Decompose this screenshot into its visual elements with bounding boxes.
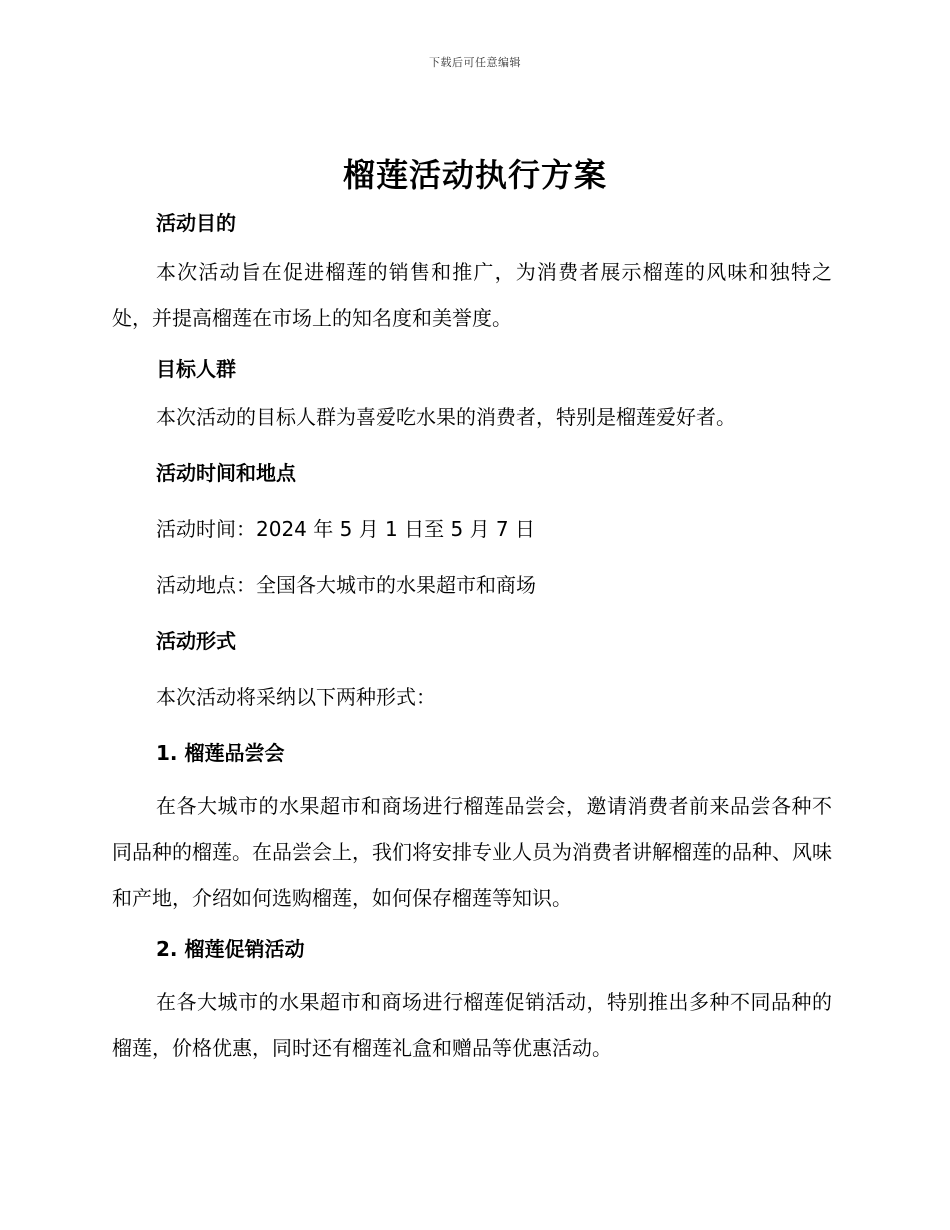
heading-item1: 1. 榴莲品尝会 [156,741,285,765]
paragraph-audience: 本次活动的目标人群为喜爱吃水果的消费者，特别是榴莲爱好者。 [156,405,736,429]
heading-audience: 目标人群 [156,357,236,381]
heading-format: 活动形式 [156,629,236,653]
page-title: 榴莲活动执行方案 [342,156,607,194]
heading-purpose: 活动目的 [156,211,236,235]
document-body [112,205,832,1071]
heading-time-place: 活动时间和地点 [156,461,296,485]
header-note: 下载后可任意编辑 [429,56,521,69]
paragraph-item2: 在各大城市的水果超市和商场进行榴莲促销活动，特别推出多种不同品种的榴莲，价格优惠，同时还有榴莲礼盒和赠品等优惠活动。 [112,990,832,1060]
paragraph-purpose: 本次活动旨在促进榴莲的销售和推广，为消费者展示榴莲的风味和独特之处，并提高榴莲在市场上的知名度和美誉度。 [112,260,832,330]
activity-place: 活动地点：全国各大城市的水果超市和商场 [156,573,536,597]
format-intro: 本次活动将采纳以下两种形式： [156,685,436,709]
heading-item2: 2. 榴莲促销活动 [156,937,305,961]
paragraph-item1: 在各大城市的水果超市和商场进行榴莲品尝会，邀请消费者前来品尝各种不同品种的榴莲。在品尝会上，我们将安排专业人员为消费者讲解榴莲的品种、风味和产地，介绍如何选购榴莲，如何保存榴莲等知识。 [112,794,832,910]
activity-time: 活动时间：2024 年 5 月 1 日至 5 月 7 日 [156,517,536,541]
